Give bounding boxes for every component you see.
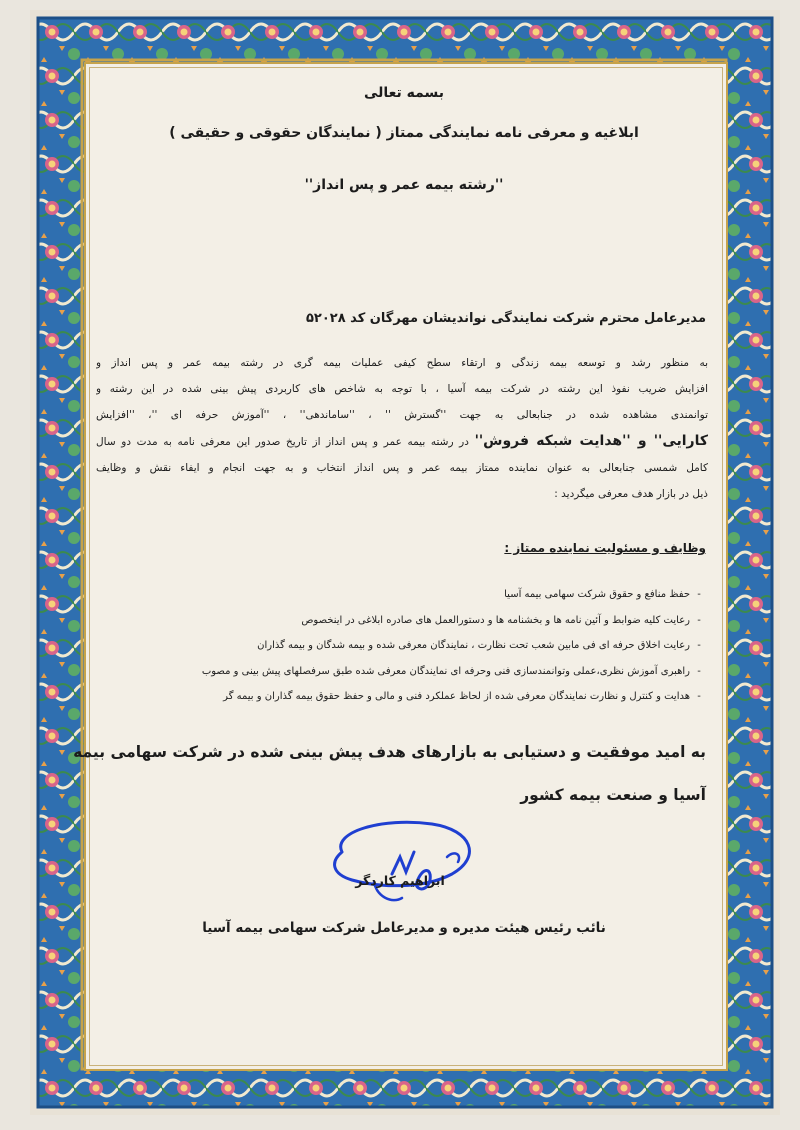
duties-heading: وظایف و مسئولیت نماینده ممتاز : xyxy=(504,541,706,555)
bullet-dash: - xyxy=(697,665,701,677)
signatory-title: نائب رئیس هیئت مدیره و مدیرعامل شرکت سهامی بیمه آسیا xyxy=(202,920,606,936)
duty-item xyxy=(96,684,708,710)
duty-text: راهبری آموزش نظری،عملی وتوانمندسازی فنی وحرفه ای نمایندگان معرفی شده طبق سرفصلهای پیش بینی و مصوب xyxy=(201,665,690,677)
body-paragraph xyxy=(96,350,708,507)
bullet-dash: - xyxy=(697,614,701,626)
bullet-dash: - xyxy=(697,640,701,651)
duty-item xyxy=(96,608,708,634)
paragraph-line: ذیل در بازار هدف معرفی میگردید : xyxy=(554,488,708,500)
duty-text: هدایت و کنترل و نظارت نمایندگان معرفی شده از لحاظ عملکرد فنی و مالی و حفظ حقوق بیمه گذاران و بیمه گر xyxy=(223,691,690,702)
duty-item xyxy=(96,633,708,659)
paragraph-line: کامل شمسی جنابعالی به عنوان نماینده ممتاز بیمه عمر و پس انداز انتخاب و به جهت انجام و ایفاء نقش و وظایف xyxy=(96,462,708,474)
handwritten-signature xyxy=(322,812,482,912)
paragraph-line xyxy=(96,428,708,455)
duty-text: رعایت کلیه ضوابط و آئین نامه ها و بخشنامه ها و دستورالعمل های صادره ابلاغی در اینخصوص xyxy=(301,614,690,626)
paragraph-emphasis: کارایی'' و ''هدایت شبکه فروش'' xyxy=(474,433,708,449)
duty-item xyxy=(96,659,708,685)
duty-text: حفظ منافع و حقوق شرکت سهامی بیمه آسیا xyxy=(504,589,690,600)
bullet-dash: - xyxy=(697,589,701,600)
duties-list xyxy=(96,582,708,710)
addressee: مدیرعامل محترم شرکت نمایندگی نواندیشان مهرگان کد ۵۲۰۲۸ xyxy=(305,311,706,326)
salutation: بسمه تعالی xyxy=(363,85,445,101)
paragraph-line-rest: در رشته بیمه عمر و پس انداز از تاریخ صدور این معرفی نامه به مدت دو سال xyxy=(96,436,475,448)
paragraph-line: افزایش ضریب نفوذ این رشته در شرکت بیمه آسیا ، با توجه به شاخص های کاربردی پیش بینی شده در این رشته و xyxy=(96,383,708,395)
duty-item xyxy=(96,582,708,608)
document-subtitle: ''رشته بیمه عمر و پس انداز'' xyxy=(304,177,504,193)
document-title: ابلاغیه و معرفی نامه نمایندگی ممتاز ( نمایندگان حقوقی و حقیقی ) xyxy=(169,125,639,141)
paragraph-line: به منظور رشد و توسعه بیمه زندگی و ارتقاء سطح کیفی عملیات بیمه گری در رشته بیمه عمر و پس انداز و xyxy=(96,357,708,369)
signatory-name: ابراهیم کاردگر xyxy=(355,873,445,888)
bullet-dash: - xyxy=(697,691,701,702)
paragraph-line: توانمندی مشاهده شده در جنابعالی به جهت ''گسترش '' ، ''ساماندهی'' ، ''آموزش حرفه ای ''، ''افزایش xyxy=(96,409,708,421)
closing-line-2: آسیا و صنعت بیمه کشور xyxy=(520,786,706,804)
duty-text: رعایت اخلاق حرفه ای فی مابین شعب تحت نظارت ، نمایندگان معرفی شده و بیمه شدگان و بیمه گذاران xyxy=(257,640,690,651)
closing-line-1: به امید موفقیت و دستیابی به بازارهای هدف پیش بینی شده در شرکت سهامی بیمه xyxy=(73,743,706,761)
